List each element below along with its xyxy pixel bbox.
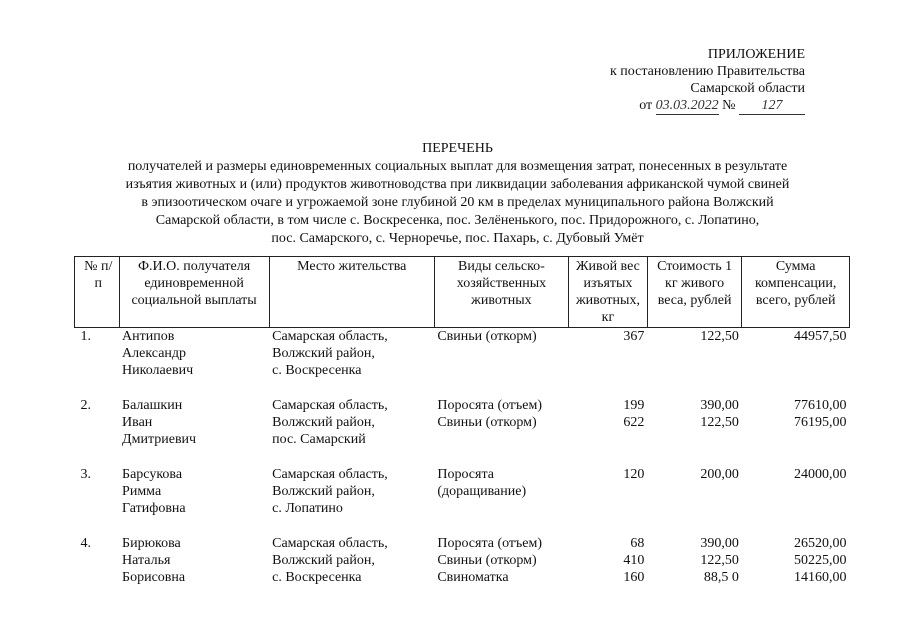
cell-fio: Борисовна: [122, 570, 186, 585]
cell-number: [75, 569, 120, 586]
cell-cost: 122,50: [700, 553, 739, 568]
row-spacer-cell: [75, 448, 850, 466]
header-number: № п/п: [75, 257, 120, 328]
description-line-4: Самарской области, в том числе с. Воскресенка, пос. Зелёненького, пос. Придорожного, с. Лопатино,: [155, 213, 760, 228]
cell-animal-kind: Свиньи (откорм): [437, 415, 537, 430]
table-row: [75, 535, 850, 552]
handwritten-number: 127: [739, 97, 805, 115]
cell-cost: 200,00: [700, 467, 739, 482]
cell-number: 2.: [80, 398, 91, 413]
table-row: [75, 328, 850, 346]
cell-fio: Николаевич: [122, 363, 194, 378]
cell-address: Волжский район,: [272, 346, 375, 361]
cell-fio: Наталья: [122, 553, 171, 568]
cell-sum: 50225,00: [794, 553, 847, 568]
header-cost: Стоимость 1 кг живого веса, рублей: [647, 257, 742, 328]
description-line-3: в эпизоотическом очаге и угрожаемой зоне глубиной 20 км в пределах муниципального района Волжский: [141, 195, 774, 210]
cell-sum: 14160,00: [794, 570, 847, 585]
cell-fio: Иван: [122, 415, 153, 430]
cell-weight: [569, 500, 648, 517]
approval-line-1: к постановлению Правительства: [609, 64, 805, 79]
recipients-table: [74, 256, 850, 586]
table-body: [75, 328, 850, 587]
row-spacer: [75, 379, 850, 397]
cell-number: [75, 552, 120, 569]
cell-fio: Бирюкова: [122, 536, 181, 551]
cell-address: Волжский район,: [272, 415, 375, 430]
cell-weight: [569, 362, 648, 379]
cell-weight: 160: [623, 570, 645, 585]
cell-sum: [742, 362, 850, 379]
header-fio: Ф.И.О. получателя единовременной социальной выплаты: [119, 257, 269, 328]
row-spacer-cell: [75, 517, 850, 535]
cell-number: [75, 345, 120, 362]
cell-cost: 390,00: [700, 536, 739, 551]
cell-animal-kind: Поросята: [437, 467, 494, 482]
cell-cost: [647, 362, 742, 379]
number-prefix: №: [722, 98, 736, 113]
cell-fio: Гатифовна: [122, 501, 186, 516]
cell-address: Самарская область,: [272, 467, 388, 482]
header-weight: Живой вес изъятых животных, кг: [569, 257, 648, 328]
cell-address: с. Воскресенка: [272, 570, 362, 585]
handwritten-date: 03.03.2022: [655, 98, 719, 113]
cell-address: с. Воскресенка: [272, 363, 362, 378]
table-row: [75, 414, 850, 431]
description-line-5: пос. Самарского, с. Черноречье, пос. Пахарь, с. Дубовый Умёт: [271, 231, 644, 246]
cell-address: с. Лопатино: [272, 501, 343, 516]
cell-number: 4.: [80, 536, 91, 551]
cell-animal-kind: [434, 431, 568, 448]
cell-sum: 77610,00: [794, 398, 847, 413]
cell-cost: [647, 431, 742, 448]
cell-number: [75, 431, 120, 448]
row-spacer: [75, 448, 850, 466]
cell-weight: [569, 483, 648, 500]
table-row: [75, 552, 850, 569]
cell-number: 1.: [80, 329, 91, 344]
cell-weight: 622: [623, 415, 645, 430]
document-heading: [60, 140, 855, 248]
cell-number: [75, 500, 120, 517]
cell-weight: 199: [623, 398, 645, 413]
header-animal-kind: Виды сельско-хозяйственных животных: [434, 257, 568, 328]
table-row: [75, 466, 850, 483]
header-sum: Сумма компенсации, всего, рублей: [742, 257, 850, 328]
cell-number: [75, 362, 120, 379]
cell-sum: 76195,00: [794, 415, 847, 430]
cell-number: [75, 483, 120, 500]
cell-animal-kind: [434, 500, 568, 517]
row-spacer-cell: [75, 379, 850, 397]
approval-date-line: [565, 97, 805, 115]
cell-animal-kind: Поросята (отъем): [437, 398, 543, 413]
cell-address: Волжский район,: [272, 484, 375, 499]
table-row: [75, 500, 850, 517]
cell-sum: [742, 345, 850, 362]
cell-animal-kind: Свиньи (откорм): [437, 329, 537, 344]
table-header-row: [75, 257, 850, 328]
table-row: [75, 397, 850, 414]
cell-fio: Дмитриевич: [122, 432, 197, 447]
cell-sum: [742, 500, 850, 517]
table-row: [75, 362, 850, 379]
cell-address: Самарская область,: [272, 536, 388, 551]
table-row: [75, 483, 850, 500]
cell-number: [75, 414, 120, 431]
cell-fio: Барсукова: [122, 467, 183, 482]
cell-animal-kind: Поросята (отъем): [437, 536, 543, 551]
cell-sum: [742, 431, 850, 448]
document-title: ПЕРЕЧЕНЬ: [422, 141, 493, 156]
cell-animal-kind: [434, 345, 568, 362]
date-prefix: от: [639, 98, 653, 113]
cell-weight: [569, 345, 648, 362]
row-spacer: [75, 517, 850, 535]
cell-cost: [647, 483, 742, 500]
cell-animal-kind: (доращивание): [437, 484, 527, 499]
description-line-1: получателей и размеры единовременных социальных выплат для возмещения затрат, понесенных в результате: [127, 159, 788, 174]
cell-weight: 367: [623, 329, 645, 344]
cell-address: Самарская область,: [272, 398, 388, 413]
approval-title: ПРИЛОЖЕНИЕ: [707, 47, 805, 62]
table-row: [75, 345, 850, 362]
cell-address: Самарская область,: [272, 329, 388, 344]
table-row: [75, 431, 850, 448]
cell-animal-kind: Свиньи (откорм): [437, 553, 537, 568]
cell-weight: 410: [623, 553, 645, 568]
cell-cost: 390,00: [700, 398, 739, 413]
cell-number: 3.: [80, 467, 91, 482]
cell-sum: 44957,50: [794, 329, 847, 344]
cell-cost: 122,50: [700, 415, 739, 430]
cell-sum: 26520,00: [794, 536, 847, 551]
table-row: [75, 569, 850, 586]
cell-address: пос. Самарский: [272, 432, 366, 447]
cell-fio: Римма: [122, 484, 162, 499]
cell-weight: 120: [623, 467, 645, 482]
cell-cost: 122,50: [700, 329, 739, 344]
description-line-2: изъятия животных и (или) продуктов животноводства при ликвидации заболевания африканской чумой свиней: [125, 177, 790, 192]
cell-fio: Александр: [122, 346, 187, 361]
table-header: [75, 257, 850, 328]
cell-weight: 68: [630, 536, 645, 551]
cell-address: Волжский район,: [272, 553, 375, 568]
cell-fio: Балашкин: [122, 398, 183, 413]
approval-block: [565, 46, 805, 115]
cell-fio: Антипов: [122, 329, 175, 344]
cell-animal-kind: Свиноматка: [437, 570, 509, 585]
approval-line-2: Самарской области: [690, 81, 805, 96]
cell-sum: 24000,00: [794, 467, 847, 482]
cell-cost: 88,5 0: [703, 570, 739, 585]
cell-cost: [647, 500, 742, 517]
header-address: Место жительства: [269, 257, 434, 328]
cell-weight: [569, 431, 648, 448]
cell-animal-kind: [434, 362, 568, 379]
cell-sum: [742, 483, 850, 500]
cell-cost: [647, 345, 742, 362]
